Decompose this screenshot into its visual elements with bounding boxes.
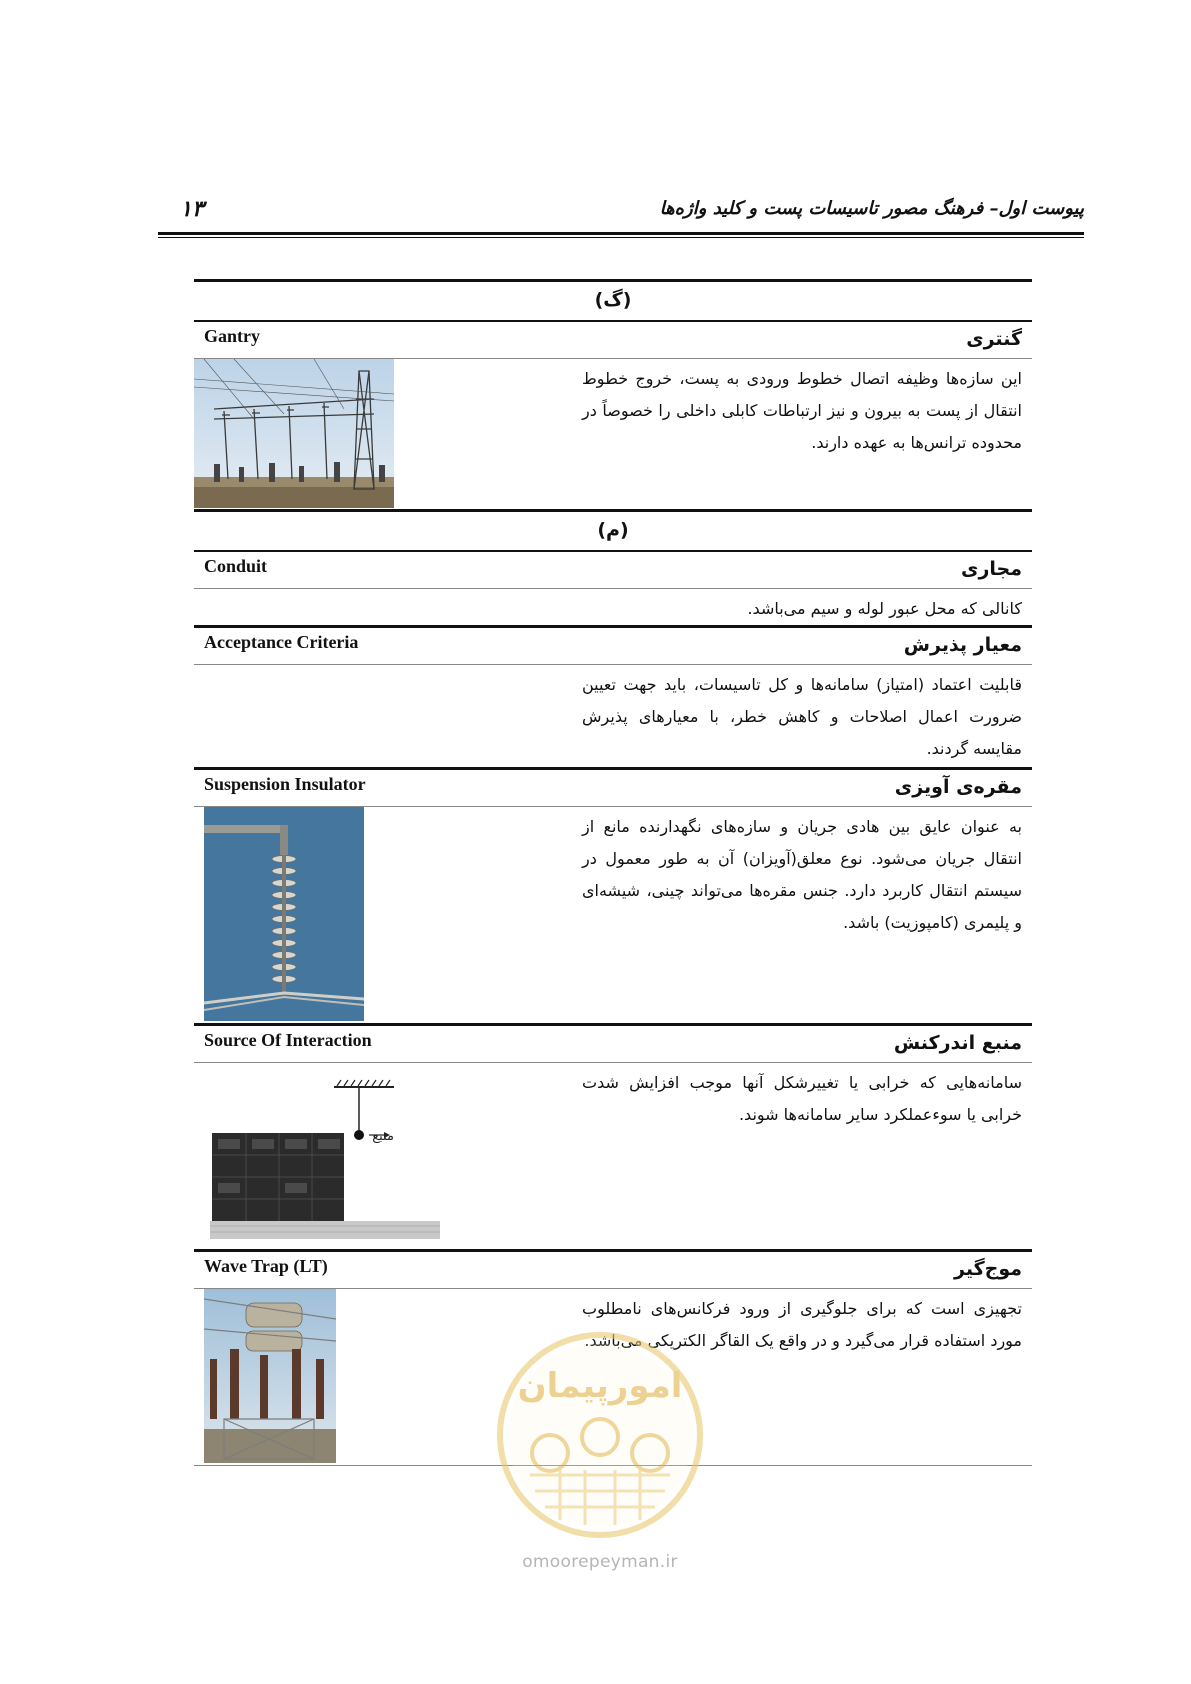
term-body [194, 665, 1032, 767]
term-persian: مقره‌ی آویزی [894, 776, 1022, 798]
term-description: تجهیزی است که برای جلوگیری از ورود فرکانس‌های نامطلوب مورد استفاده قرار می‌گیرد و در واقع یک القاگر الکتریکی می‌باشد. [582, 1299, 1022, 1350]
header-rule-thin [158, 237, 1084, 238]
term-body [194, 589, 1032, 625]
term-english: Acceptance Criteria [204, 632, 359, 652]
term-persian: منبع اندرکنش [893, 1032, 1022, 1054]
gantry-photo [194, 359, 394, 508]
suspension-insulator-photo [204, 807, 364, 1021]
page-number: ۱۳ [180, 196, 204, 222]
term-body [194, 807, 1032, 1023]
term-header [194, 1252, 1032, 1289]
header-rule [158, 232, 1084, 235]
entry-source-of-interaction [194, 1023, 1032, 1249]
term-body [194, 1063, 1032, 1249]
term-header [194, 770, 1032, 807]
term-header [194, 628, 1032, 665]
section-letter-mim: (م) [194, 509, 1032, 552]
term-persian: مجاری [961, 558, 1022, 580]
term-english: Gantry [204, 326, 260, 346]
term-english: Conduit [204, 556, 268, 576]
term-description: به عنوان عایق بین هادی جریان و سازه‌های نگهدارنده مانع از انتقال جریان می‌شود. نوع معلق(آویزان) آن به طور معمول در سیستم انتقال کاربرد دارد. جنس مقره‌ها می‌تواند چینی، شیشه‌ای و پلیمری (کامپوزیت) باشد. [582, 817, 1022, 932]
term-english: Suspension Insulator [204, 774, 366, 794]
term-header [194, 552, 1032, 589]
page-header [158, 196, 1084, 226]
figure-label-source: منبع [372, 1129, 394, 1144]
wave-trap-photo [204, 1289, 336, 1463]
section-letter-gaf: (گ) [194, 279, 1032, 322]
watermark-logo-text: امورپیمان [517, 1366, 683, 1406]
running-title: پیوست اول– فرهنگ مصور تاسیسات پست و کلید واژه‌ها [659, 198, 1084, 219]
term-body [194, 359, 1032, 509]
glossary-table [194, 279, 1032, 1466]
entry-acceptance-criteria [194, 625, 1032, 767]
term-english: Source Of Interaction [204, 1030, 372, 1050]
term-header [194, 322, 1032, 359]
entry-gantry [194, 322, 1032, 509]
watermark-logo [490, 1325, 710, 1545]
term-description: کانالی که محل عبور لوله و سیم می‌باشد. [747, 599, 1022, 618]
term-english: Wave Trap (LT) [204, 1256, 328, 1276]
term-header [194, 1026, 1032, 1063]
term-persian: گنتری [966, 328, 1022, 350]
source-of-interaction-figure [194, 1063, 444, 1247]
watermark-url: omoorepeyman.ir [522, 1552, 678, 1572]
term-description: سامانه‌هایی که خرابی یا تغییرشکل آنها موجب افزایش شدت خرابی یا سوءعملکرد سایر سامانه‌ها شوند. [582, 1073, 1022, 1124]
term-persian: موج‌گیر [954, 1258, 1022, 1280]
entry-conduit [194, 552, 1032, 625]
term-description: قابلیت اعتماد (امتیاز) سامانه‌ها و کل تاسیسات، باید جهت تعیین ضرورت اعمال اصلاحات و کاهش خطر، با معیارهای پذیرش مقایسه گردند. [582, 675, 1022, 758]
term-persian: معیار پذیرش [903, 634, 1022, 656]
entry-suspension-insulator [194, 767, 1032, 1023]
term-description: این سازه‌ها وظیفه اتصال خطوط ورودی به پست، خروج خطوط انتقال از پست به بیرون و نیز ارتباطات کابلی داخلی را خصوصاً در محدوده ترانس‌ها به عهده دارند. [582, 369, 1022, 452]
